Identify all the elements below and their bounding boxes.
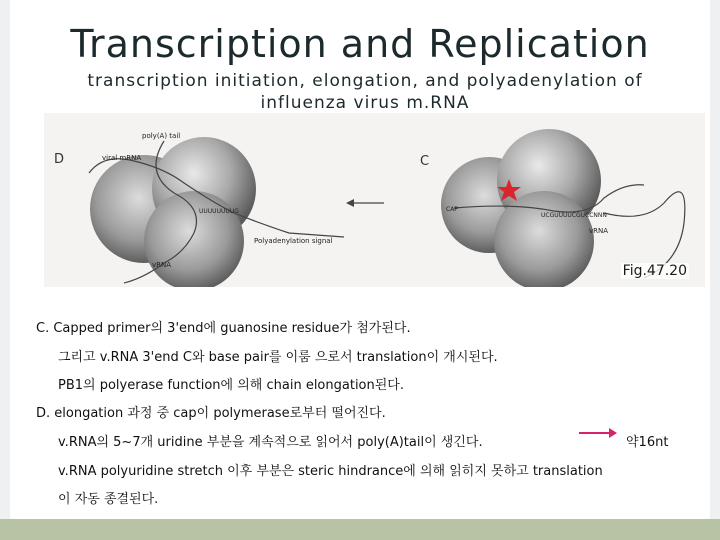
d-line-3: v.RNA polyuridine stretch 이후 부분은 steric hindrance에 의해 읽히지 못하고 translation [58,464,603,479]
c-line-2: 그리고 v.RNA 3'end C와 base pair를 이룸 으로서 translation이 개시된다. [58,350,498,365]
panel-d-label: D [54,152,65,167]
c-line-1: C. Capped primer의 3'end에 guanosine residue가 첨가된다. [36,321,411,336]
polyadenylation-signal-label: Polyadenylation signal [254,237,333,245]
sequence-right: UCGUUUUCGUCCNNN [541,212,607,219]
figure-caption: Fig.47.20 [622,263,687,279]
d-line-2-note: 약16nt [626,435,669,450]
slide-subtitle: transcription initiation, elongation, and polyadenylation of influenza virus m.RNA [87,71,643,113]
poly-a-tail-label: poly(A) tail [142,132,181,140]
d-line-2: v.RNA의 5~7개 uridine 부분을 계속적으로 읽어서 poly(A)tail이 생긴다. [58,435,483,450]
note-arrow-icon [609,428,617,438]
vrna-left-label: vRNA [152,261,172,269]
viral-mrna-label: viral mRNA [102,154,142,162]
c-line-3: PB1의 polyerase function에 의해 chain elongation된다. [58,378,404,393]
d-line-4: 이 자동 종결된다. [58,492,159,507]
note-arrow-line [579,432,613,434]
d-line-1: D. elongation 과정 중 cap이 polymerase로부터 떨어진다. [36,406,386,421]
cap-label: CAP [446,206,458,213]
vrna-right-label: vRNA [589,227,609,235]
panel-c-label: C [420,154,430,169]
slide-title: Transcription and Replication [70,22,650,66]
sequence-left: UUUUUUUUG [199,208,239,215]
